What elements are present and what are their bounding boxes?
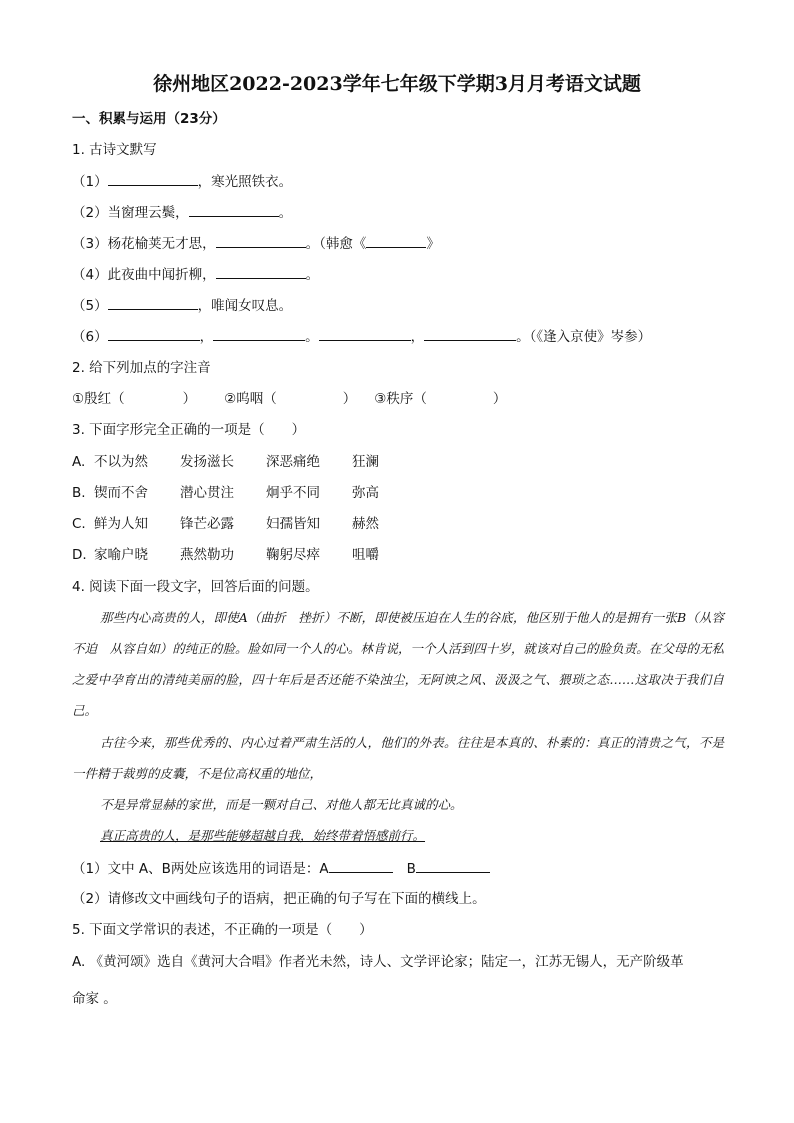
q4-sub-1-text: （1）文中 A、B两处应该选用的词语是：A xyxy=(72,861,329,877)
answer-blank[interactable] xyxy=(424,326,516,341)
q2-item-a: ①殷红（ xyxy=(72,391,125,407)
answer-blank[interactable] xyxy=(319,326,411,341)
q2-item-b-close: ） xyxy=(342,391,357,407)
answer-blank[interactable] xyxy=(213,326,305,341)
q2-item-c-close: ） xyxy=(492,391,507,407)
q4-underlined-sentence xyxy=(72,820,724,851)
option-word: 锲而不舍 xyxy=(94,485,148,501)
q1-l5-post: ，唯闻女叹息。 xyxy=(197,298,293,314)
answer-blank[interactable] xyxy=(216,264,306,279)
option-word: 炯乎不同 xyxy=(266,485,320,501)
option-word: 家喻户晓 xyxy=(94,547,148,563)
q1-line-3 xyxy=(72,233,440,254)
q1-l4-pre: （4）此夜曲中闻折柳， xyxy=(72,267,216,283)
underlined-text: 真正高贵的人，是那些能够超越自我，始终带着悟感前行。 xyxy=(100,828,426,843)
q4-sub-1-label-b: B xyxy=(406,861,416,877)
option-word: 不以为然 xyxy=(94,454,148,470)
q1-l1-pre: （1） xyxy=(72,174,108,190)
q2-item-a-close: ） xyxy=(182,391,197,407)
q2-item-c: ③秩序（ xyxy=(374,391,427,407)
answer-blank[interactable] xyxy=(189,202,279,217)
option-word: 弥高 xyxy=(352,485,379,501)
page-title: 徐州地区2022-2023学年七年级下学期3月月考语文试题 xyxy=(153,73,641,95)
q1-line-5 xyxy=(72,295,292,316)
q1-l4-post: 。 xyxy=(305,267,320,283)
q1-l3-post: 》 xyxy=(426,236,440,252)
q1-l6-post: 。（《逢入京使》岑参） xyxy=(516,329,652,345)
q1-l3-pre: （3）杨花榆荚无才思， xyxy=(72,236,216,252)
option-word: 咀嚼 xyxy=(352,547,379,563)
q1-l6-pre: （6） xyxy=(72,329,108,345)
answer-blank[interactable] xyxy=(108,295,198,310)
q3-option-b[interactable] xyxy=(72,483,379,503)
option-word: 潜心贯注 xyxy=(180,485,234,501)
option-word: 赫然 xyxy=(352,516,379,532)
q1-line-4 xyxy=(72,264,319,285)
q1-line-1 xyxy=(72,171,292,192)
q4-passage-paragraph-1: 那些内心高贵的人，即使A（曲折 挫折）不断，即使被压迫在人生的谷底，他区别于他人的是拥有一张B（从容不迫 从容自如）的纯正的脸。脸如同一个人的心。林肯说，一个人活到四十岁，就该对自己的脸负责。在父母的无私之爱中孕育出的清纯美丽的脸，四十年后是否还能不染浊尘，无阿谀之风、汲汲之气、猥琐之态……这取决于我们自己。 xyxy=(72,610,724,718)
option-label: D. xyxy=(72,547,87,563)
q3-option-d[interactable] xyxy=(72,545,379,565)
option-word: 发扬滋长 xyxy=(180,454,234,470)
q1-stem: 1. 古诗文默写 xyxy=(72,142,157,158)
option-word: 狂澜 xyxy=(352,454,379,470)
option-label: B. xyxy=(72,485,86,501)
q3-stem: 3. 下面字形完全正确的一项是（ ） xyxy=(72,422,306,438)
option-word: 妇孺皆知 xyxy=(266,516,320,532)
option-word: 鞠躬尽瘁 xyxy=(266,547,320,563)
q1-l2-post: 。 xyxy=(278,205,293,221)
q5-stem: 5. 下面文学常识的表述，不正确的一项是（ ） xyxy=(72,922,373,938)
q1-l5-pre: （5） xyxy=(72,298,108,314)
q1-l6-c2: 。 xyxy=(305,329,319,345)
q1-l6-c1: ， xyxy=(199,329,214,345)
answer-blank[interactable] xyxy=(216,233,306,248)
q4-passage-paragraph-3: 不是异常显赫的家世，而是一颗对自己、对他人都无比真诚的心。 xyxy=(100,797,463,812)
q2-item-b: ②呜咽（ xyxy=(224,391,277,407)
answer-blank-b[interactable] xyxy=(416,858,490,873)
q4-sub-1 xyxy=(72,858,490,879)
answer-blank-a[interactable] xyxy=(329,858,393,873)
q2-items xyxy=(72,389,506,409)
q2-stem: 2. 给下列加点的字注音 xyxy=(72,360,211,376)
option-word: 深恶痛绝 xyxy=(266,454,320,470)
q1-l6-c3: ， xyxy=(410,329,425,345)
q3-option-c[interactable] xyxy=(72,514,379,534)
option-label: A. xyxy=(72,454,86,470)
q3-option-a[interactable] xyxy=(72,452,379,472)
q4-passage-paragraph-2: 古往今来，那些优秀的、内心过着严肃生活的人，他们的外表。往往是本真的、朴素的：真正的清贵之气，不是一件精于裁剪的皮囊，不是位高权重的地位， xyxy=(72,735,724,781)
q1-l1-post: ，寒光照铁衣。 xyxy=(197,174,293,190)
q1-line-2 xyxy=(72,202,292,223)
q5-option-a-line-1[interactable]: A. 《黄河颂》选自《黄河大合唱》作者光未然，诗人、文学评论家；陆定一，江苏无锡人，无产阶级革 xyxy=(72,954,684,970)
q1-line-6 xyxy=(72,326,651,347)
q1-l3-mid: 。（韩愈《 xyxy=(305,236,367,252)
answer-blank[interactable] xyxy=(108,171,198,186)
option-word: 鲜为人知 xyxy=(94,516,148,532)
option-word: 燕然勒功 xyxy=(180,547,234,563)
option-word: 锋芒必露 xyxy=(180,516,234,532)
answer-blank[interactable] xyxy=(108,326,200,341)
option-label: C. xyxy=(72,516,86,532)
section-heading: 一、积累与运用（23分） xyxy=(72,111,226,127)
answer-blank[interactable] xyxy=(366,233,426,248)
q1-l2-pre: （2）当窗理云鬓， xyxy=(72,205,189,221)
q4-sub-2: （2）请修改文中画线句子的语病，把正确的句子写在下面的横线上。 xyxy=(72,891,486,907)
q4-stem: 4. 阅读下面一段文字，回答后面的问题。 xyxy=(72,579,319,595)
q5-option-a-line-2: 命家 。 xyxy=(72,991,117,1007)
